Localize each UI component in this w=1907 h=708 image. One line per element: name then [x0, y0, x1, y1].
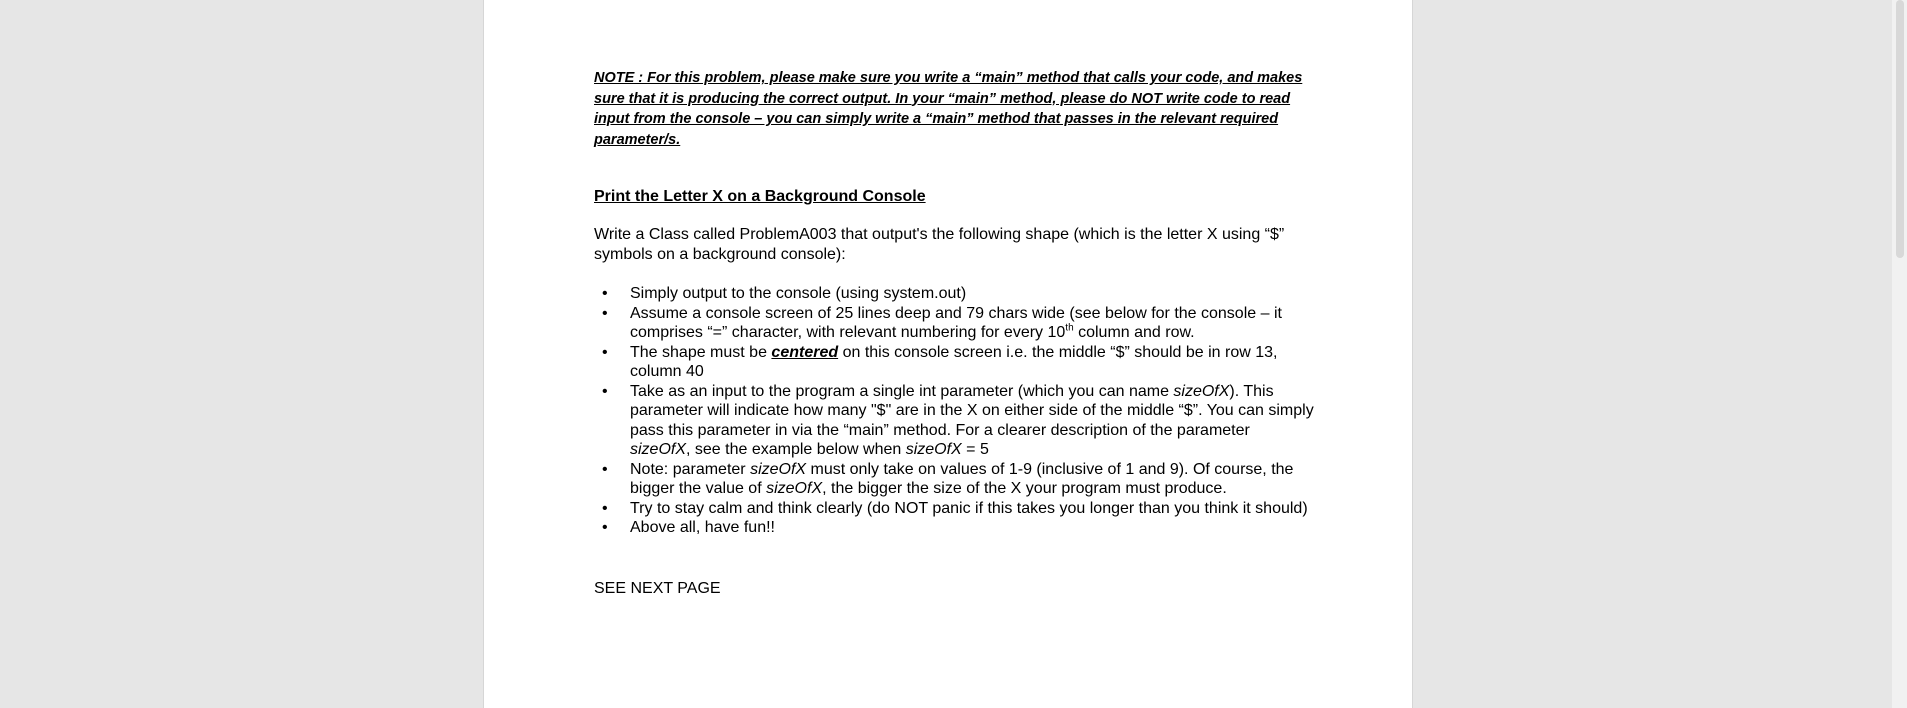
scrollbar-thumb[interactable]	[1896, 0, 1904, 258]
list-item-text-part: The shape must be	[630, 343, 772, 361]
bullet-icon: •	[602, 343, 608, 361]
list-item-text-part: Assume a console screen of 25 lines deep and 79 chars wide (see below for the console – it comprises “=” character, with relevant numbering for every 10	[630, 304, 1282, 341]
list-item-text: Try to stay calm and think clearly (do NOT panic if this takes you longer than you think it should)	[630, 499, 1308, 517]
see-next-page-text: SEE NEXT PAGE	[594, 579, 721, 597]
list-item	[594, 518, 1314, 538]
list-item	[594, 304, 1314, 343]
list-item-text	[630, 343, 1314, 382]
list-item	[594, 343, 1314, 382]
page-content	[594, 68, 1314, 599]
list-item-text	[630, 304, 1314, 343]
variable-name: sizeOfX	[905, 441, 962, 458]
list-item-text-part: ). This parameter will indicate how many "$" are in the X on either side of the middle “$”. You can simply pass this parameter in via the “main” method. For a clearer description of the parameter	[630, 382, 1314, 439]
list-item-text-part: on this console screen i.e. the middle “$” should be in row 13, column 40	[630, 343, 1278, 380]
list-item	[594, 460, 1314, 499]
list-item-text-part: = 5	[961, 441, 989, 458]
list-item	[594, 284, 1314, 304]
list-item-text-part: Take as an input to the program a single int parameter (which you can name	[630, 382, 1174, 400]
section-heading: Print the Letter X on a Background Console	[594, 188, 926, 205]
list-item-text: Simply output to the console (using system.out)	[630, 285, 967, 302]
bullet-icon: •	[602, 519, 608, 536]
list-item-text-part: , see the example below when	[686, 441, 906, 458]
list-item-text-part: must only take on values of 1-9 (inclusive of 1 and 9). Of course, the bigger the value of	[630, 460, 1294, 497]
bullet-icon: •	[602, 499, 608, 517]
bullet-icon: •	[602, 460, 608, 478]
variable-name: sizeOfX	[630, 441, 687, 458]
superscript: th	[1065, 322, 1074, 334]
requirements-list	[594, 284, 1314, 538]
note-paragraph: NOTE : For this problem, please make sure you write a “main” method that calls your code, and makes sure that it is producing the correct output. In your “main” method, please do NOT write code to read input from the console – you can simply write a “main” method that passes in the relevant required parameter/s.	[594, 70, 1303, 148]
variable-name: sizeOfX	[750, 460, 807, 478]
emphasis-text: centered	[771, 343, 839, 361]
list-item-text	[630, 382, 1314, 460]
list-item-text-part: Note: parameter	[630, 460, 751, 478]
bullet-icon: •	[602, 382, 608, 400]
list-item-text-part: , the bigger the size of the X your program must produce.	[822, 480, 1227, 497]
variable-name: sizeOfX	[1173, 382, 1230, 400]
document-page	[484, 0, 1412, 708]
list-item	[594, 382, 1314, 460]
bullet-icon: •	[602, 285, 608, 302]
bullet-icon: •	[602, 304, 608, 322]
vertical-scrollbar[interactable]	[1892, 0, 1907, 708]
intro-paragraph: Write a Class called ProblemA003 that output's the following shape (which is the letter X using “$” symbols on a background console):	[594, 226, 1285, 263]
list-item-text: Above all, have fun!!	[630, 519, 775, 536]
list-item	[594, 499, 1314, 519]
variable-name: sizeOfX	[766, 480, 823, 497]
list-item-text	[630, 460, 1314, 499]
list-item-text-part: column and row.	[1073, 324, 1195, 341]
